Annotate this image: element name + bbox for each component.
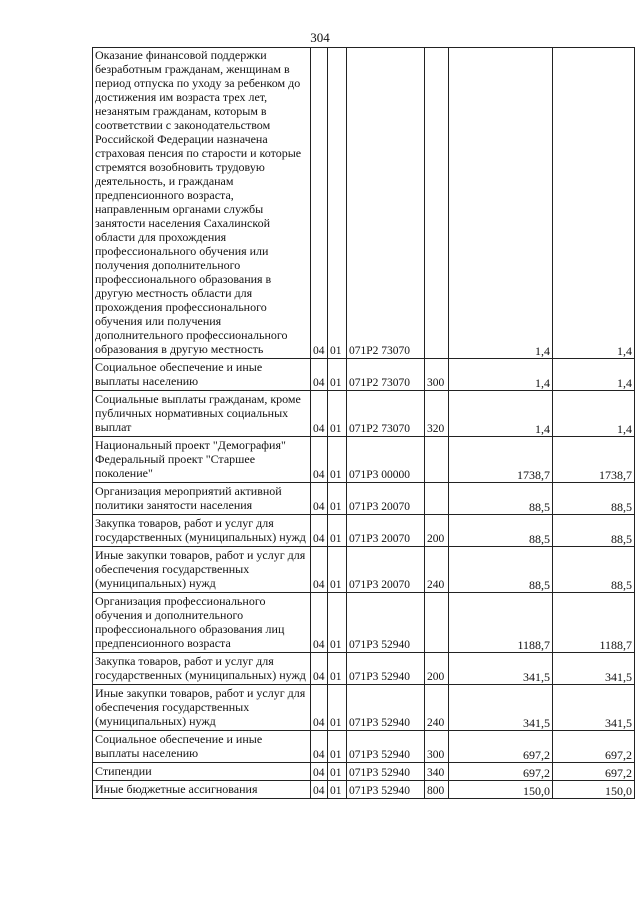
row-subsection: 01 [328,685,347,731]
row-amount-2: 341,5 [553,653,635,685]
row-section: 04 [311,653,328,685]
row-amount-1: 1188,7 [449,593,553,653]
row-subsection: 01 [328,391,347,437]
row-subsection: 01 [328,515,347,547]
row-name: Закупка товаров, работ и услуг для государственных (муниципальных) нужд [93,515,311,547]
row-amount-2: 150,0 [553,781,635,799]
row-name: Национальный проект "Демография" Федеральный проект "Старшее поколение" [93,437,311,483]
table-row [93,731,635,763]
row-amount-1: 88,5 [449,483,553,515]
row-expense-type [425,48,449,359]
row-name: Иные закупки товаров, работ и услуг для обеспечения государственных (муниципальных) нужд [93,547,311,593]
row-expense-type: 240 [425,685,449,731]
row-name: Социальное обеспечение и иные выплаты населению [93,731,311,763]
row-amount-1: 1,4 [449,391,553,437]
table-row [93,653,635,685]
row-name: Закупка товаров, работ и услуг для государственных (муниципальных) нужд [93,653,311,685]
row-amount-1: 1738,7 [449,437,553,483]
table-row [93,359,635,391]
row-subsection: 01 [328,359,347,391]
table-row [93,547,635,593]
row-amount-1: 150,0 [449,781,553,799]
table-row [93,515,635,547]
row-name: Стипендии [93,763,311,781]
row-name: Иные закупки товаров, работ и услуг для обеспечения государственных (муниципальных) нужд [93,685,311,731]
row-subsection: 01 [328,593,347,653]
row-target-code: 071P3 52940 [347,685,425,731]
row-amount-2: 1,4 [553,359,635,391]
row-section: 04 [311,763,328,781]
row-expense-type: 340 [425,763,449,781]
row-target-code: 071P3 52940 [347,593,425,653]
row-subsection: 01 [328,48,347,359]
row-section: 04 [311,483,328,515]
row-section: 04 [311,391,328,437]
row-target-code: 071P3 20070 [347,483,425,515]
row-target-code: 071P3 00000 [347,437,425,483]
row-amount-2: 697,2 [553,731,635,763]
row-subsection: 01 [328,763,347,781]
page-number: 304 [310,30,330,45]
row-target-code: 071P3 20070 [347,515,425,547]
row-target-code: 071P3 52940 [347,781,425,799]
row-expense-type: 800 [425,781,449,799]
row-amount-1: 88,5 [449,547,553,593]
row-section: 04 [311,685,328,731]
row-target-code: 071P3 52940 [347,763,425,781]
row-name: Социальное обеспечение и иные выплаты населению [93,359,311,391]
table-row [93,685,635,731]
row-subsection: 01 [328,781,347,799]
row-target-code: 071P2 73070 [347,48,425,359]
row-name: Организация мероприятий активной политики занятости населения [93,483,311,515]
budget-table-body [93,48,635,799]
table-row [93,437,635,483]
row-expense-type: 320 [425,391,449,437]
row-subsection: 01 [328,437,347,483]
row-subsection: 01 [328,483,347,515]
table-row [93,763,635,781]
row-section: 04 [311,781,328,799]
row-amount-1: 697,2 [449,763,553,781]
row-name: Социальные выплаты гражданам, кроме публичных нормативных социальных выплат [93,391,311,437]
row-section: 04 [311,515,328,547]
row-section: 04 [311,48,328,359]
row-amount-2: 1,4 [553,391,635,437]
row-expense-type: 200 [425,653,449,685]
row-name: Иные бюджетные ассигнования [93,781,311,799]
row-expense-type: 300 [425,731,449,763]
row-amount-2: 697,2 [553,763,635,781]
row-expense-type: 240 [425,547,449,593]
row-subsection: 01 [328,653,347,685]
row-amount-1: 88,5 [449,515,553,547]
row-target-code: 071P3 52940 [347,731,425,763]
budget-table [92,47,635,799]
row-expense-type: 300 [425,359,449,391]
row-target-code: 071P2 73070 [347,391,425,437]
row-subsection: 01 [328,731,347,763]
table-row [93,48,635,359]
table-row [93,483,635,515]
row-amount-1: 1,4 [449,48,553,359]
row-amount-2: 88,5 [553,515,635,547]
row-section: 04 [311,437,328,483]
row-amount-2: 1,4 [553,48,635,359]
row-section: 04 [311,731,328,763]
row-name: Организация профессионального обучения и дополнительного профессионального образования лиц предпенсионного возраста [93,593,311,653]
row-expense-type [425,437,449,483]
row-section: 04 [311,359,328,391]
row-subsection: 01 [328,547,347,593]
row-expense-type [425,483,449,515]
row-amount-2: 1738,7 [553,437,635,483]
table-row [93,391,635,437]
row-amount-1: 1,4 [449,359,553,391]
row-amount-2: 88,5 [553,547,635,593]
row-target-code: 071P3 52940 [347,653,425,685]
row-section: 04 [311,547,328,593]
table-row [93,593,635,653]
row-amount-1: 697,2 [449,731,553,763]
table-row [93,781,635,799]
row-section: 04 [311,593,328,653]
row-expense-type: 200 [425,515,449,547]
row-expense-type [425,593,449,653]
row-amount-2: 1188,7 [553,593,635,653]
row-target-code: 071P3 20070 [347,547,425,593]
row-target-code: 071P2 73070 [347,359,425,391]
row-amount-1: 341,5 [449,653,553,685]
row-amount-2: 341,5 [553,685,635,731]
row-amount-1: 341,5 [449,685,553,731]
row-name: Оказание финансовой поддержки безработным гражданам, женщинам в период отпуска по уходу за ребенком до достижения им возраста трех лет, незанятым гражданам, которым в соответствии с законодательством Российской Федерации назначена страховая пенсия по старости и которые стремятся возобновить трудовую деятельность, и гражданам предпенсионного возраста, направленным органами службы занятости населения Сахалинской области для прохождения профессионального обучения или получения дополнительного профессионального образования в другую местность области для прохождения профессионального обучения или получения дополнительного профессионального образования в другую местность [93,48,311,359]
row-amount-2: 88,5 [553,483,635,515]
